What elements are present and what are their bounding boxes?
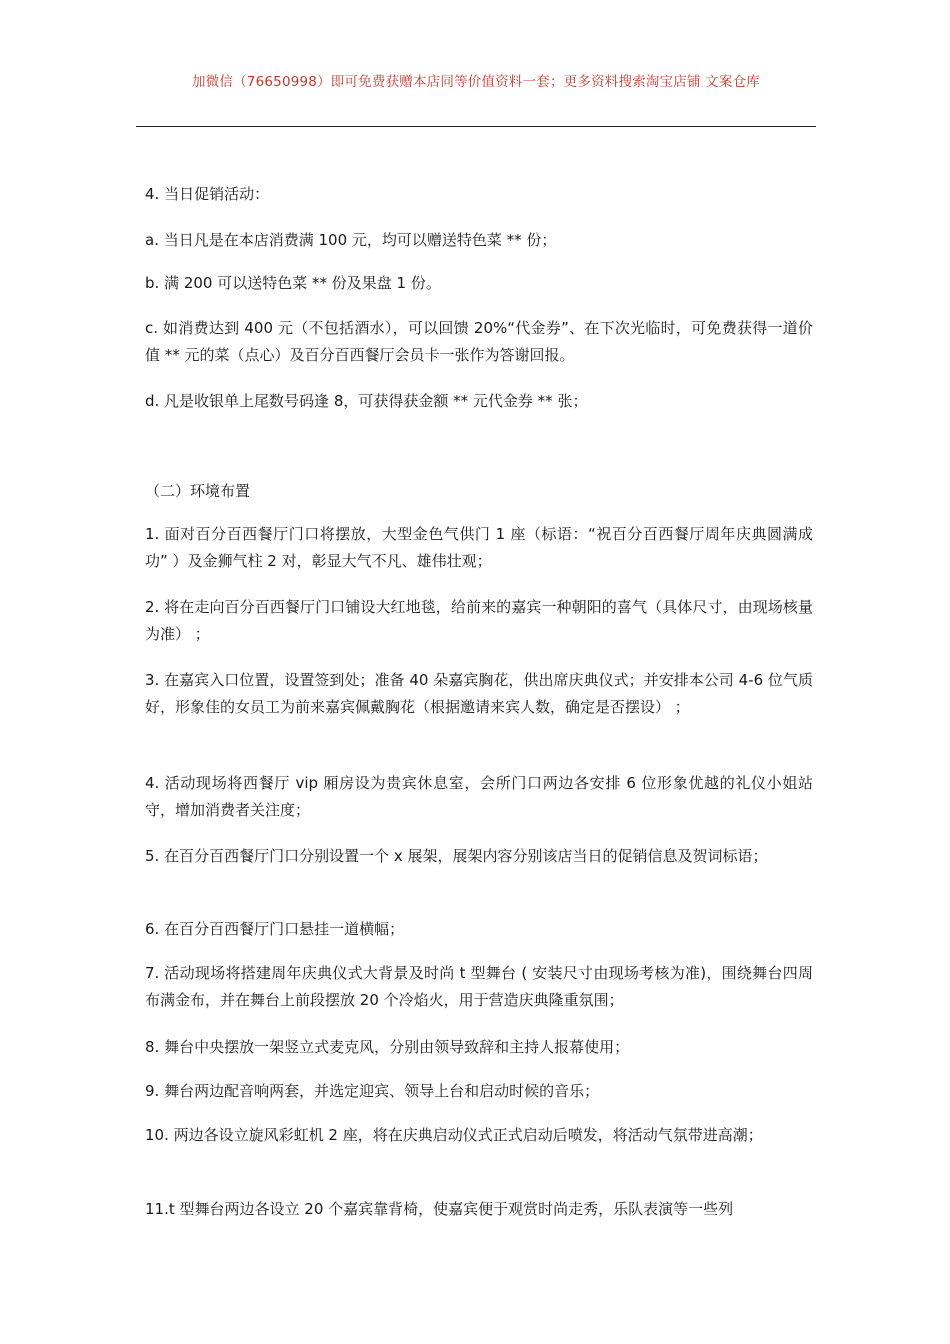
environment-item-2: 2. 将在走向百分百西餐厅门口铺设大红地毯，给前来的嘉宾一种朝阳的喜气（具体尺寸，由现场核量为准） ； [145, 598, 813, 643]
environment-item-4: 4. 活动现场将西餐厅 vip 厢房设为贵宾休息室，会所门口两边各安排 6 位形象优越的礼仪小姐站守，增加消费者关注度； [145, 774, 813, 819]
environment-heading: （二）环境布置 [145, 482, 251, 500]
promotion-item-a: a. 当日凡是在本店消费满 100 元，均可以赠送特色菜 ** 份； [145, 231, 557, 249]
environment-item-7: 7. 活动现场将搭建周年庆典仪式大背景及时尚 t 型舞台 ( 安装尺寸由现场考核为准)，围绕舞台四周布满金布，并在舞台上前段摆放 20 个冷焰火，用于营造庆典隆重氛围； [145, 964, 813, 1009]
watermark-header-note: 加微信（76650998）即可免费获赠本店同等价值资料一套；更多资料搜索淘宝店铺 文案仓库 [191, 74, 760, 90]
promotion-item-c: c. 如消费达到 400 元（不包括酒水），可以回馈 20%“代金券”、在下次光临时，可免费获得一道价值 ** 元的菜（点心）及百分百西餐厅会员卡一张作为答谢回报。 [145, 319, 813, 364]
environment-item-5: 5. 在百分百西餐厅门口分别设置一个 x 展架，展架内容分别该店当日的促销信息及贺词标语； [145, 847, 768, 865]
environment-item-6: 6. 在百分百西餐厅门口悬挂一道横幅； [145, 920, 405, 938]
header-divider [136, 126, 816, 127]
environment-item-3: 3. 在嘉宾入口位置，设置签到处；准备 40 朵嘉宾胸花，供出席庆典仪式；并安排本公司 4-6 位气质好，形象佳的女员工为前来嘉宾佩戴胸花（根据邀请来宾人数，确定是否摆设） ； [145, 671, 813, 716]
environment-item-1: 1. 面对百分百西餐厅门口将摆放，大型金色气供门 1 座（标语：“祝百分百西餐厅周年庆典圆满成功” ）及金狮气柱 2 对，彰显大气不凡、雄伟壮观； [145, 525, 813, 570]
environment-item-9: 9. 舞台两边配音响两套，并选定迎宾、领导上台和启动时候的音乐； [145, 1082, 600, 1100]
promotions-heading: 4. 当日促销活动： [145, 185, 270, 203]
promotion-item-d: d. 凡是收银单上尾数号码逢 8，可获得获金额 ** 元代金券 ** 张； [145, 392, 588, 410]
environment-item-8: 8. 舞台中央摆放一架竖立式麦克风，分别由领导致辞和主持人报幕使用； [145, 1038, 630, 1056]
environment-item-11: 11.t 型舞台两边各设立 20 个嘉宾靠背椅，使嘉宾便于观赏时尚走秀，乐队表演等一些列 [145, 1200, 734, 1218]
environment-item-10: 10. 两边各设立旋风彩虹机 2 座，将在庆典启动仪式正式启动后喷发，将活动气氛带进高潮； [145, 1126, 763, 1144]
promotion-item-b: b. 满 200 可以送特色菜 ** 份及果盘 1 份。 [145, 274, 441, 292]
